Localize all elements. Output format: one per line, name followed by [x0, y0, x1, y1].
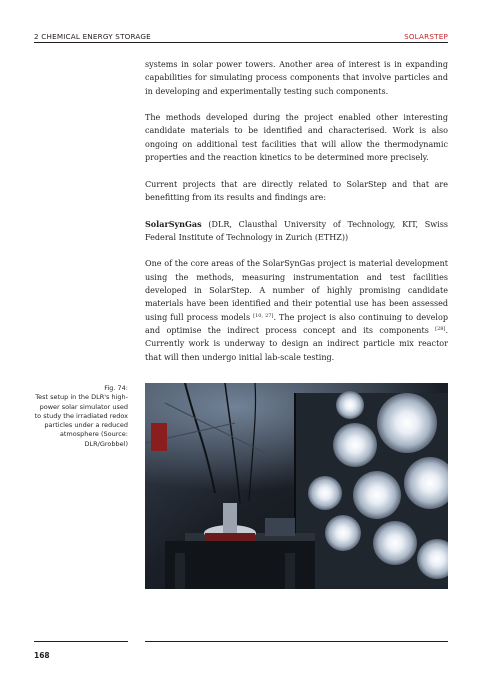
- section-header: 2 CHEMICAL ENERGY STORAGE: [34, 32, 151, 41]
- project-name-solarsyngas: SolarSynGas: [145, 218, 202, 229]
- paragraph-5: [145, 257, 448, 363]
- paragraph-5-part-c: . Currently work is underway to design an indirect particle mix reactor that will then undergo initial lab-scale testing.: [145, 325, 448, 362]
- figure-caption: [34, 384, 128, 449]
- paragraph-1: systems in solar power towers. Another area of interest is in expanding capabilities for simulating process components that involve particles and in developing and experimentally testing such components.: [145, 60, 448, 96]
- paragraph-2: The methods developed during the project enabled other interesting candidate materials to be identified and characterised. Work is also ongoing on additional test facilities that will allow the thermodynamic properties and the reaction kinetics to be determined more precisely.: [145, 113, 448, 163]
- reference-2: [28]: [435, 325, 446, 332]
- body-text: [145, 58, 448, 377]
- paragraph-4: [145, 218, 448, 245]
- project-header: SOLARSTEP: [404, 32, 448, 41]
- page-number: 168: [34, 651, 50, 660]
- figure-caption-label: Fig. 74:: [104, 384, 128, 392]
- paragraph-5-part-b: . The project is also continuing to develop and optimise the indirect process concept and its components: [145, 312, 448, 335]
- header-rule: [34, 42, 448, 43]
- solar-simulator-photo: [145, 383, 448, 589]
- figure-caption-text: Test setup in the DLR's high-power solar simulator used to study the irradiated redox particles under a reduced atmosphere (Source: DLR/Grobbel): [34, 393, 128, 448]
- paragraph-5-part-a: One of the core areas of the SolarSynGas project is material development using the methods, measuring instrumentation and test facilities developed in SolarStep. A number of highly promising candidate materials have been identified and their potential use has been assessed using full process models: [145, 259, 448, 322]
- footer-rule-left: [34, 641, 128, 642]
- solar-simulator-illustration: [145, 383, 448, 589]
- paragraph-3: Current projects that are directly related to SolarStep and that are benefitting from its results and findings are:: [145, 179, 448, 202]
- reference-1: [10, 27]: [253, 312, 274, 319]
- footer-rule-right: [145, 641, 448, 642]
- project-partners: (DLR, Clausthal University of Technology, KIT, Swiss Federal Institute of Technology in Zurich (ETHZ)): [145, 219, 448, 242]
